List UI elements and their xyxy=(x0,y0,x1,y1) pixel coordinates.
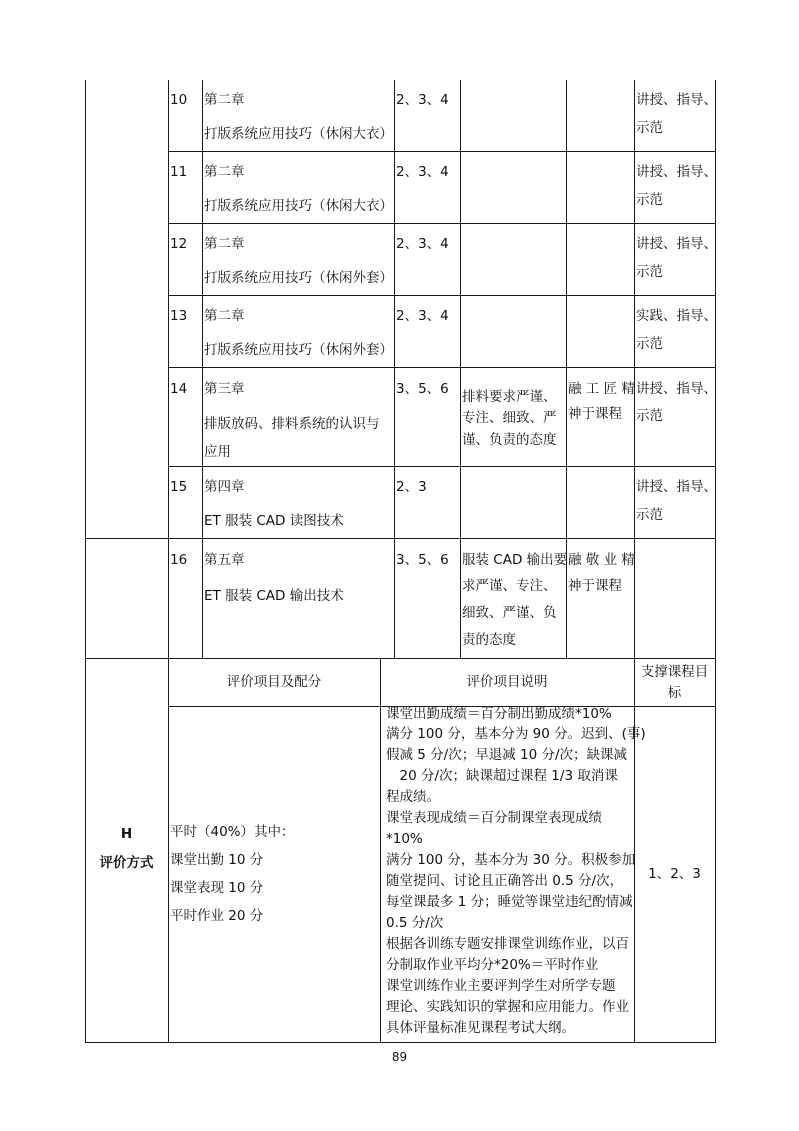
row-number: 16 xyxy=(170,552,188,568)
row-number: 13 xyxy=(170,308,188,324)
evaluation-item: 课堂表现 10 分 xyxy=(170,880,264,896)
chapter-label: 第二章 xyxy=(204,92,245,108)
row-line xyxy=(168,466,715,467)
ideology-line: 神于课程 xyxy=(568,406,622,422)
topic-line: ET 服装 CAD 输出技术 xyxy=(204,588,344,604)
description-line: *10% xyxy=(386,831,423,847)
chapter-label: 第四章 xyxy=(204,479,245,495)
description-line: 满分 100 分，基本分为 30 分。积极参加 xyxy=(386,852,636,868)
evaluation-item: 课堂出勤 10 分 xyxy=(170,852,264,868)
method-line: 示范 xyxy=(636,336,663,352)
page-number: 89 xyxy=(391,1050,408,1064)
row-line xyxy=(168,367,715,368)
description-line: 20 分/次；缺课超过课程 1/3 取消课 xyxy=(386,768,618,784)
goal-numbers: 2、3、4 xyxy=(396,164,449,180)
method-line: 示范 xyxy=(636,120,663,136)
ideology-line: 神于课程 xyxy=(568,578,622,594)
description-line: 每堂课最多 1 分；睡觉等课堂违纪酌情减 xyxy=(386,894,633,910)
method-line: 示范 xyxy=(636,264,663,280)
chapter-label: 第二章 xyxy=(204,308,245,324)
description-line: 分制取作业平均分*20%＝平时作业 xyxy=(386,957,599,973)
description-line: 程成绩。 xyxy=(386,789,440,805)
row-line xyxy=(168,223,715,224)
eval-col-line-1 xyxy=(168,658,169,1042)
ideology-line: 融 工 匠 精 xyxy=(568,381,635,397)
goal-numbers: 3、5、6 xyxy=(396,552,449,568)
evaluation-goal-numbers: 1、2、3 xyxy=(648,866,701,882)
description-line: 满分 100 分，基本分为 90 分。迟到、(事) xyxy=(386,726,646,742)
method-line: 讲授、指导、 xyxy=(636,164,717,180)
section-letter: H xyxy=(120,826,133,842)
description-line: 根据各训练专题安排课堂训练作业，以百 xyxy=(386,936,629,952)
col-line-3 xyxy=(394,80,395,658)
requirement-line: 责的态度 xyxy=(462,632,516,648)
chapter-label: 第二章 xyxy=(204,164,245,180)
col-line-4 xyxy=(460,80,461,658)
description-line: 0.5 分/次 xyxy=(386,915,444,931)
method-line: 示范 xyxy=(636,507,663,523)
method-line: 讲授、指导、 xyxy=(636,236,717,252)
col-line-2 xyxy=(202,80,203,658)
topic-line: 打版系统应用技巧（休闲外套） xyxy=(204,342,393,358)
header-supported-goal: 支撑课程目 xyxy=(640,664,709,680)
header-evaluation-description: 评价项目说明 xyxy=(466,674,548,690)
topic-line: 打版系统应用技巧（休闲外套） xyxy=(204,270,393,286)
description-line: 课堂训练作业主要评判学生对所学专题 xyxy=(386,978,616,994)
method-line: 讲授、指导、 xyxy=(636,92,717,108)
ideology-line: 融 敬 业 精 xyxy=(568,552,635,568)
goal-numbers: 2、3、4 xyxy=(396,308,449,324)
method-line: 实践、指导、 xyxy=(636,308,717,324)
goal-numbers: 2、3、4 xyxy=(396,236,449,252)
evaluation-item: 平时作业 20 分 xyxy=(170,908,264,924)
row-number: 10 xyxy=(170,92,188,108)
table-border-left xyxy=(85,80,86,1042)
topic-line: 应用 xyxy=(204,444,231,460)
row-line xyxy=(168,151,715,152)
eval-section-top xyxy=(85,658,715,659)
description-line: 假减 5 分/次；早退减 10 分/次；缺课减 xyxy=(386,747,628,763)
row-line xyxy=(168,295,715,296)
header-evaluation-item: 评价项目及配分 xyxy=(226,674,322,690)
description-line: 理论、实践知识的掌握和应用能力。作业 xyxy=(386,999,629,1015)
method-line: 讲授、指导、 xyxy=(636,381,717,397)
method-line: 讲授、指导、 xyxy=(636,479,717,495)
method-line: 示范 xyxy=(636,192,663,208)
goal-numbers: 2、3、4 xyxy=(396,92,449,108)
method-line: 示范 xyxy=(636,408,663,424)
requirement-line: 谨、负责的态度 xyxy=(462,432,557,448)
chapter-label: 第五章 xyxy=(204,552,245,568)
topic-line: 排版放码、排料系统的认识与 xyxy=(204,416,380,432)
topic-line: ET 服装 CAD 读图技术 xyxy=(204,513,344,529)
goal-numbers: 2、3 xyxy=(396,479,427,495)
section-title: 评价方式 xyxy=(99,855,154,871)
chapter-label: 第三章 xyxy=(204,381,245,397)
description-line: 课堂表现成绩＝百分制课堂表现成绩 xyxy=(386,810,602,826)
row-number: 12 xyxy=(170,236,188,252)
col-line-1 xyxy=(168,80,169,658)
row-number: 14 xyxy=(170,381,188,397)
requirement-line: 服装 CAD 输出要 xyxy=(462,552,568,568)
chapter-label: 第二章 xyxy=(204,236,245,252)
goal-numbers: 3、5、6 xyxy=(396,381,449,397)
table-border-bottom xyxy=(85,1042,716,1043)
row-line-section xyxy=(85,538,715,539)
requirement-line: 排料要求严谨、 xyxy=(462,389,557,405)
topic-line: 打版系统应用技巧（休闲大衣） xyxy=(204,126,393,142)
header-supported-goal: 标 xyxy=(667,685,682,701)
row-number: 11 xyxy=(170,164,188,180)
evaluation-item: 平时（40%）其中： xyxy=(170,824,295,840)
topic-line: 打版系统应用技巧（休闲大衣） xyxy=(204,198,393,214)
table-border-right xyxy=(715,80,716,1042)
description-line: 随堂提问、讨论且正确答出 0.5 分/次， xyxy=(386,873,624,889)
description-line: 课堂出勤成绩＝百分制出勤成绩*10% xyxy=(386,706,612,722)
eval-col-line-2 xyxy=(380,658,381,1042)
requirement-line: 专注、细致、严 xyxy=(462,410,557,426)
row-number: 15 xyxy=(170,479,188,495)
requirement-line: 求严谨、专注、 xyxy=(462,578,557,594)
requirement-line: 细致、严谨、负 xyxy=(462,605,557,621)
description-line: 具体评量标准见课程考试大纲。 xyxy=(386,1020,575,1036)
